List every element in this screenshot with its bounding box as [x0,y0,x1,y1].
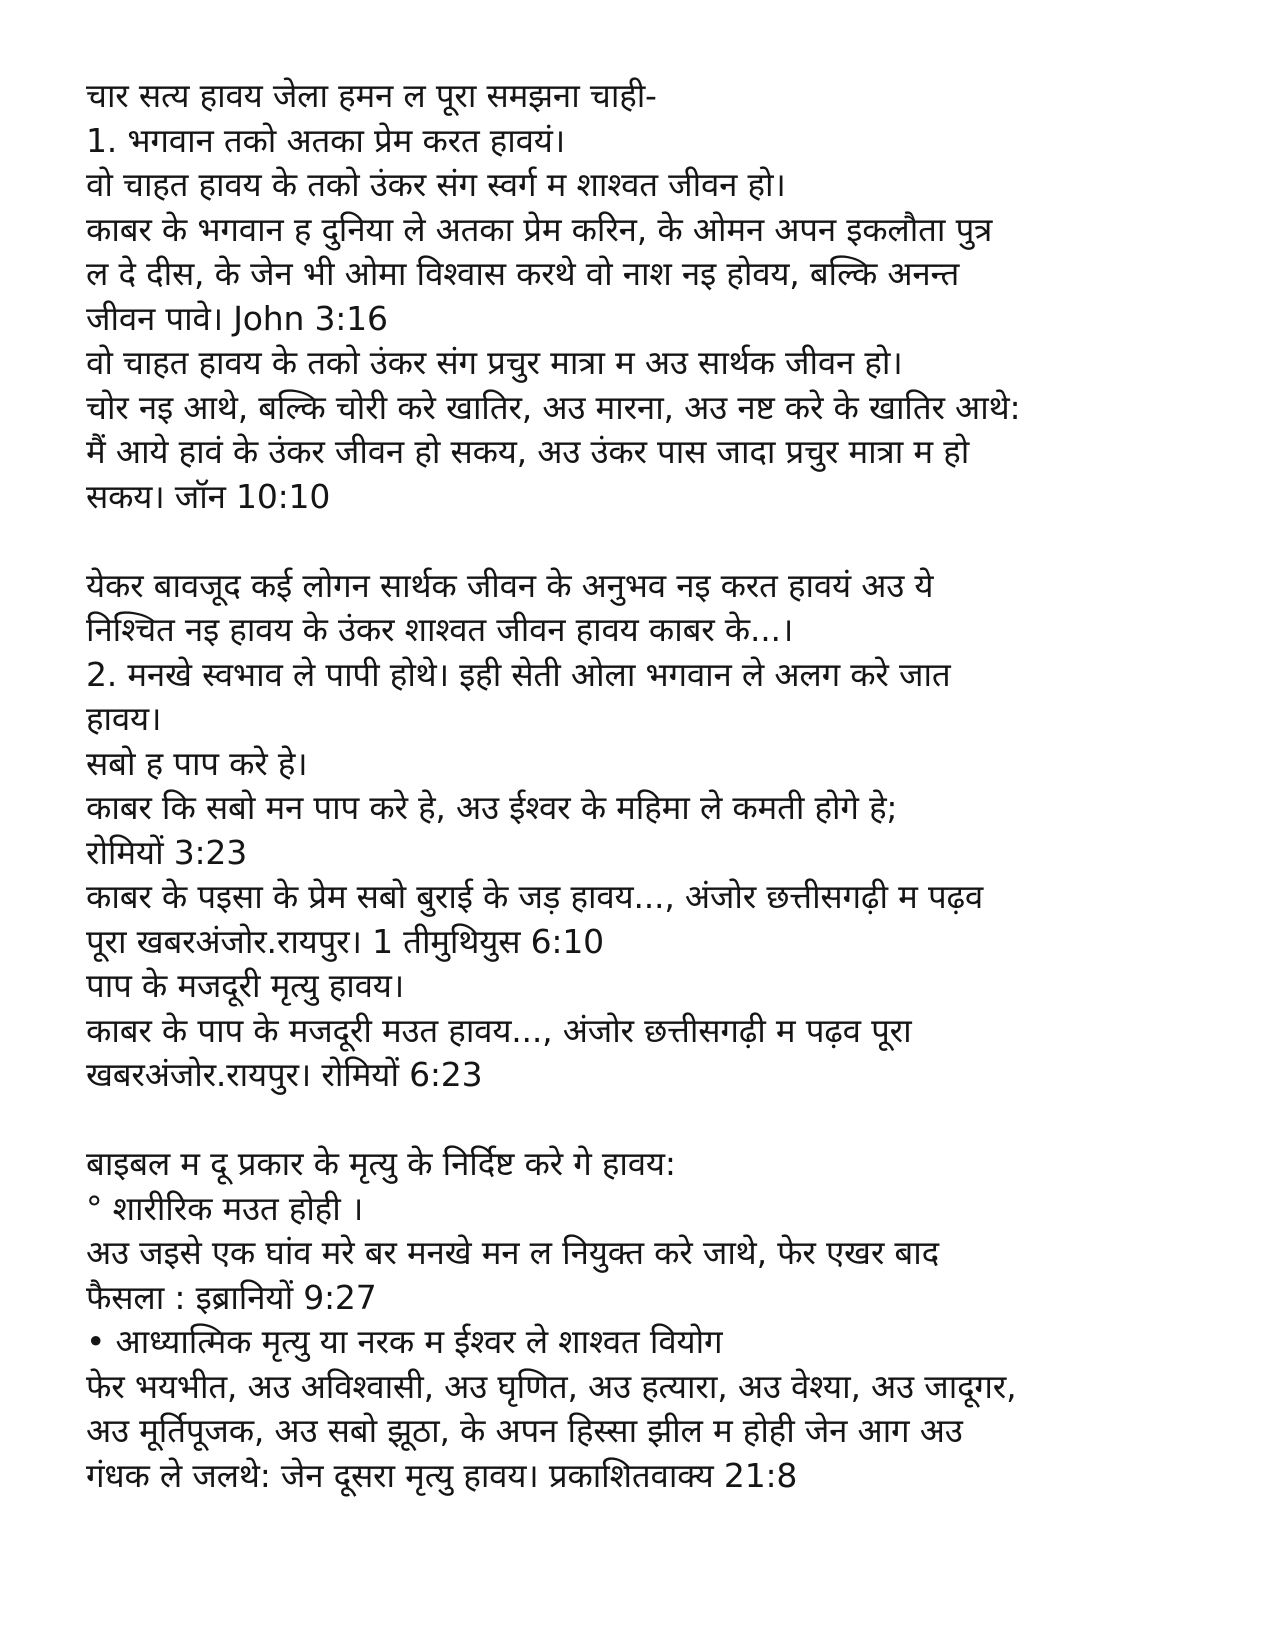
text-line-12: येकर बावजूद कई लोगन सार्थक जीवन के अनुभव नइ करत हावयं अउ ये [86,565,934,605]
text-line-2: 1. भगवान तको अतका प्रेम करत हावयं। [86,120,566,160]
text-line-19: काबर के पइसा के प्रेम सबो बुराई के जड़ हावय..., अंजोर छत्तीसगढ़ी म पढ़व [86,877,984,916]
text-line-17: काबर कि सबो मन पाप करे हे, अउ ईश्वर के महिमा ले कमती होगे हे; [86,788,898,827]
text-line-7: वो चाहत हावय के तको उंकर संग प्रचुर मात्रा म अउ सार्थक जीवन हो। [86,343,903,382]
text-line-10: सकय। जॉन 10:10 [86,476,331,516]
text-line-16: सबो ह पाप करे हे। [86,743,308,783]
text-line-13: निश्चित नइ हावय के उंकर शाश्वत जीवन हावय काबर के...। [86,610,794,649]
text-line-32: गंधक ले जलथे: जेन दूसरा मृत्यु हावय। प्रकाशितवाक्य 21:8 [86,1455,798,1495]
paragraph-gap [86,519,1236,564]
text-line-27: अउ जइसे एक घांव मरे बर मनखे मन ल नियुक्त करे जाथे, फेर एखर बाद [86,1233,939,1272]
text-line-18: रोमियों 3:23 [86,832,248,872]
text-line-30: फेर भयभीत, अउ अविश्वासी, अउ घृणित, अउ हत्यारा, अउ वेश्या, अउ जादूगर, [86,1366,1017,1406]
text-line-21: पाप के मजदूरी मृत्यु हावय। [86,966,405,1005]
text-line-5: ल दे दीस, के जेन भी ओमा विश्वास करथे वो नाश नइ होवय, बल्कि अनन्त [86,254,960,293]
text-line-15: हावय। [86,699,162,738]
document-body [86,74,1236,1498]
text-line-22: काबर के पाप के मजदूरी मउत हावय..., अंजोर छत्तीसगढ़ी म पढ़व पूरा [86,1010,912,1050]
text-line-4: काबर के भगवान ह दुनिया ले अतका प्रेम करिन, के ओमन अपन इकलौता पुत्र [86,209,993,249]
text-line-29: • आध्यात्मिक मृत्यु या नरक म ईश्वर ले शाश्वत वियोग [86,1322,723,1361]
text-line-3: वो चाहत हावय के तको उंकर संग स्वर्ग म शाश्वत जीवन हो। [86,165,786,204]
text-line-26: ° शारीरिक मउत होही । [86,1188,364,1228]
text-line-23: खबरअंजोर.रायपुर। रोमियों 6:23 [86,1055,483,1094]
text-line-8: चोर नइ आथे, बल्कि चोरी करे खातिर, अउ मारना, अउ नष्ट करे के खातिर आथे: [86,387,1021,427]
paragraph-gap [86,1098,1236,1143]
text-line-31: अउ मूर्तिपूजक, अउ सबो झूठा, के अपन हिस्सा झील म होही जेन आग अउ [86,1411,963,1450]
text-line-1: चार सत्य हावय जेला हमन ल पूरा समझना चाही- [86,76,657,115]
text-line-28: फैसला : इब्रानियों 9:27 [86,1277,377,1317]
text-line-25: बाइबल म दू प्रकार के मृत्यु के निर्दिष्ट करे गे हावय: [86,1144,676,1183]
text-line-14: 2. मनखे स्वभाव ले पापी होथे। इही सेती ओला भगवान ले अलग करे जात [86,654,951,694]
text-line-20: पूरा खबरअंजोर.रायपुर। 1 तीमुथियुस 6:10 [86,921,604,961]
text-line-6: जीवन पावे। John 3:16 [86,298,388,338]
text-line-9: मैं आये हावं के उंकर जीवन हो सकय, अउ उंकर पास जादा प्रचुर मात्रा म हो [86,432,970,471]
